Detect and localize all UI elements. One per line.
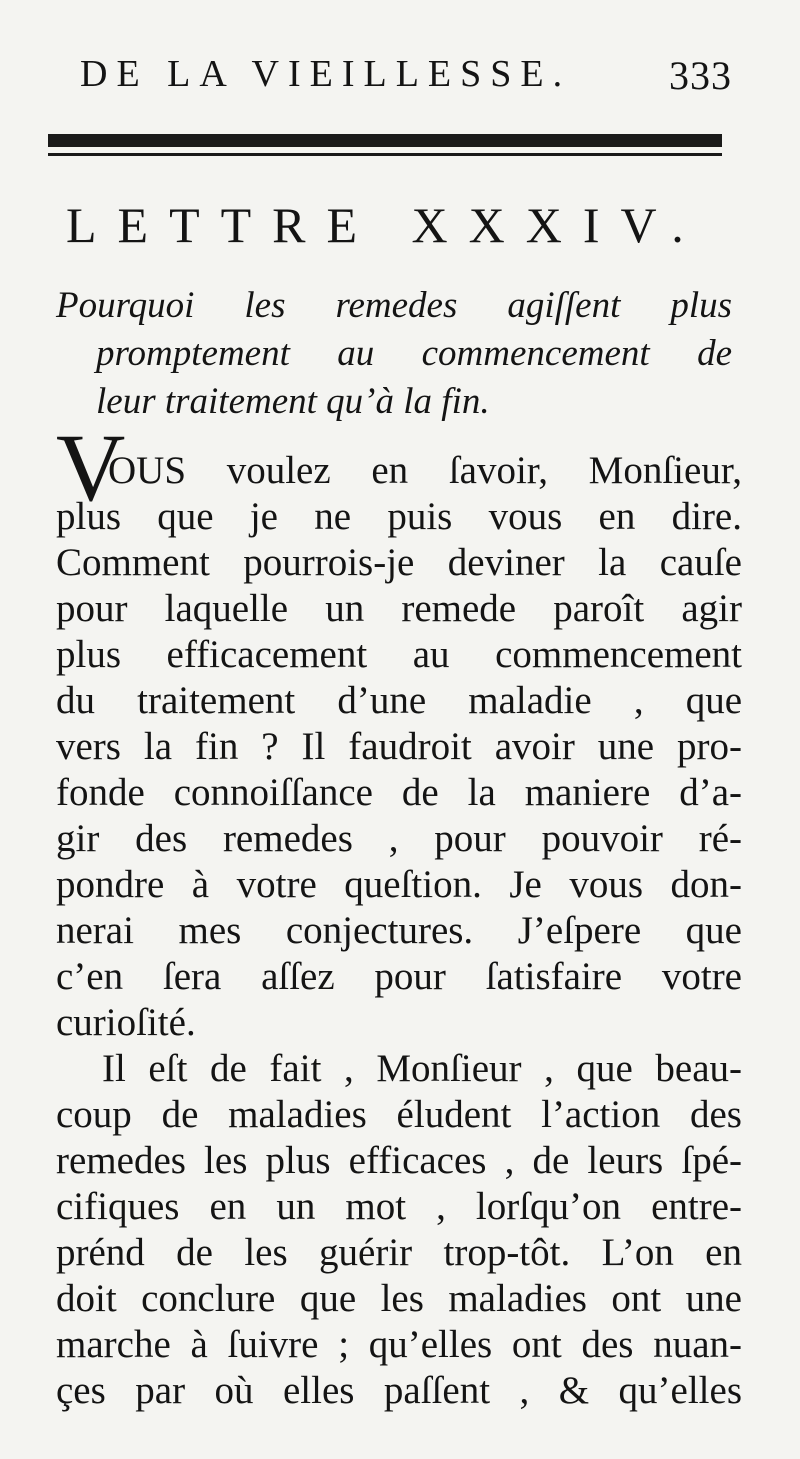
- paragraph-line: du traitement d’une maladie , que: [56, 679, 742, 722]
- drop-cap: V: [56, 414, 126, 521]
- paragraph-line: coup de maladies éludent l’action des: [56, 1093, 742, 1136]
- paragraph-line: curioſité.: [56, 1001, 196, 1044]
- thick-rule: [48, 134, 722, 147]
- paragraph-line: fonde connoiſſance de la maniere d’a-: [56, 771, 742, 814]
- paragraph-line: remedes les plus efficaces , de leurs ſpé-: [56, 1139, 742, 1182]
- paragraph-line: prénd de les guérir trop-tôt. L’on en: [56, 1231, 742, 1274]
- thin-rule: [48, 153, 722, 156]
- letter-summary: [56, 282, 732, 426]
- paragraph-line: marche à ſuivre ; qu’elles ont des nuan-: [56, 1323, 742, 1366]
- running-head: [62, 48, 732, 100]
- paragraph-line: pondre à votre queſtion. Je vous don-: [56, 863, 742, 906]
- paragraph-line: Comment pourrois-je deviner la cauſe: [56, 541, 742, 584]
- paragraph-line: gir des remedes , pour pouvoir ré-: [56, 817, 742, 860]
- paragraph-line: OUS voulez en ſavoir, Monſieur,: [108, 449, 742, 492]
- summary-line: Pourquoi les remedes agiſſent plus: [56, 285, 732, 326]
- paragraph-line: vers la fin ? Il faudroit avoir une pro-: [56, 725, 742, 768]
- paragraph-line: doit conclure que les maladies ont une: [56, 1277, 742, 1320]
- paragraph-line: plus que je ne puis vous en dire.: [56, 495, 742, 538]
- running-title: DE LA VIEILLESSE.: [80, 53, 572, 95]
- summary-line: promptement au commencement de: [96, 333, 732, 374]
- double-rule-divider: [48, 134, 722, 158]
- paragraph-line: nerai mes conjectures. J’eſpere que: [56, 909, 742, 952]
- paragraph-line: çes par où elles paſſent , & qu’elles: [56, 1369, 742, 1412]
- paragraph-line: cifiques en un mot , lorſqu’on entre-: [56, 1185, 742, 1228]
- paragraph-line: Il eſt de fait , Monſieur , que beau-: [102, 1047, 742, 1090]
- paragraph-line: c’en ſera aſſez pour ſatisfaire votre: [56, 955, 742, 998]
- paragraph-line: pour laquelle un remede paroît agir: [56, 587, 742, 630]
- paragraph-line: plus efficacement au commencement: [56, 633, 742, 676]
- body-text: [56, 448, 742, 1414]
- letter-heading: LETTRE XXXIV.: [66, 197, 705, 253]
- summary-line: leur traitement qu’à la fin.: [96, 381, 490, 422]
- page-number: 333: [669, 53, 732, 98]
